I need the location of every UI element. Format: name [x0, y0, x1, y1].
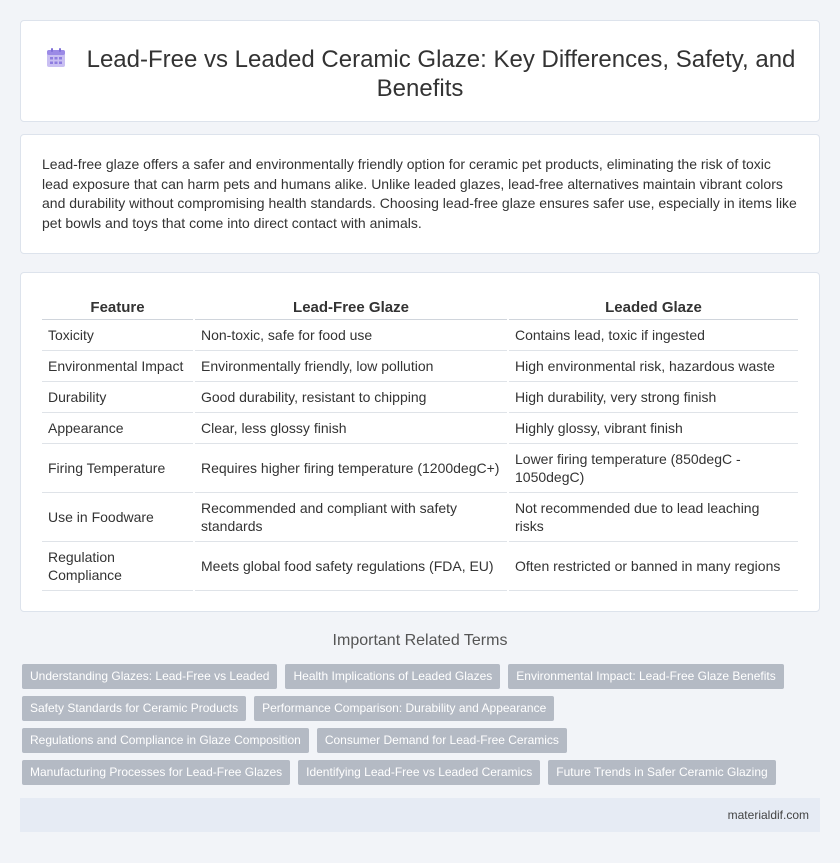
leaded-cell: Contains lead, toxic if ingested: [508, 319, 798, 350]
lead-free-cell: Meets global food safety regulations (FDA, EU): [194, 541, 508, 590]
intro-paragraph: Lead-free glaze offers a safer and environmentally friendly option for ceramic pet products, eliminating the risk of toxic lead exposure that can harm pets and humans alike. Unlike leaded glazes, lead-free alternatives maintain vibrant colors and durability without compromising health standards. Choosing lead-free glaze ensures safer use, especially in items like pet bowls and toys that come into direct contact with animals.: [42, 156, 797, 231]
leaded-cell: Often restricted or banned in many regions: [508, 541, 798, 590]
leaded-cell: High durability, very strong finish: [508, 381, 798, 412]
leaded-cell: Highly glossy, vibrant finish: [508, 412, 798, 443]
leaded-cell: Not recommended due to lead leaching risks: [508, 492, 798, 541]
related-term-link[interactable]: Environmental Impact: Lead-Free Glaze Benefits: [508, 664, 783, 689]
related-terms-heading: Important Related Terms: [332, 632, 508, 649]
leaded-cell: Lower firing temperature (850degC - 1050degC): [508, 443, 798, 492]
related-term-link[interactable]: Performance Comparison: Durability and Appearance: [254, 696, 554, 721]
feature-cell: Environmental Impact: [42, 350, 194, 381]
feature-cell: Toxicity: [42, 319, 194, 350]
related-term-link[interactable]: Future Trends in Safer Ceramic Glazing: [548, 760, 775, 785]
feature-cell: Durability: [42, 381, 194, 412]
related-term-link[interactable]: Consumer Demand for Lead-Free Ceramics: [317, 728, 567, 753]
comparison-table-card: [20, 272, 820, 612]
footer-source: materialdif.com: [20, 798, 820, 832]
feature-cell: Firing Temperature: [42, 443, 194, 492]
table-row: [42, 319, 798, 350]
calendar-icon: [45, 47, 67, 69]
feature-cell: Use in Foodware: [42, 492, 194, 541]
column-header-leaded: Leaded Glaze: [508, 295, 798, 319]
feature-cell: Appearance: [42, 412, 194, 443]
related-term-link[interactable]: Identifying Lead-Free vs Leaded Ceramics: [298, 760, 540, 785]
related-term-link[interactable]: Regulations and Compliance in Glaze Composition: [22, 728, 309, 753]
lead-free-cell: Requires higher firing temperature (1200degC+): [194, 443, 508, 492]
related-terms-row: [22, 728, 575, 753]
page-title-block: [21, 45, 819, 103]
related-terms-row: [22, 696, 562, 721]
lead-free-cell: Environmentally friendly, low pollution: [194, 350, 508, 381]
related-term-link[interactable]: Safety Standards for Ceramic Products: [22, 696, 246, 721]
table-row: [42, 443, 798, 492]
page-title: Lead-Free vs Leaded Ceramic Glaze: Key Differences, Safety, and Benefits: [86, 46, 796, 102]
lead-free-cell: Clear, less glossy finish: [194, 412, 508, 443]
lead-free-cell: Good durability, resistant to chipping: [194, 381, 508, 412]
table-header-row: [42, 295, 798, 319]
feature-cell: Regulation Compliance: [42, 541, 194, 590]
related-term-link[interactable]: Manufacturing Processes for Lead-Free Glazes: [22, 760, 290, 785]
table-row: [42, 412, 798, 443]
column-header-feature: Feature: [42, 295, 194, 319]
intro-card: [20, 134, 820, 254]
lead-free-cell: Recommended and compliant with safety standards: [194, 492, 508, 541]
related-term-link[interactable]: Understanding Glazes: Lead-Free vs Leaded: [22, 664, 277, 689]
table-row: [42, 350, 798, 381]
related-terms-row: [22, 664, 792, 689]
table-row: [42, 541, 798, 590]
related-term-link[interactable]: Health Implications of Leaded Glazes: [285, 664, 500, 689]
related-terms-row: [22, 760, 784, 785]
table-row: [42, 381, 798, 412]
lead-free-cell: Non-toxic, safe for food use: [194, 319, 508, 350]
column-header-lead-free: Lead-Free Glaze: [194, 295, 508, 319]
leaded-cell: High environmental risk, hazardous waste: [508, 350, 798, 381]
comparison-table: [42, 295, 798, 591]
title-card: [20, 20, 820, 122]
table-row: [42, 492, 798, 541]
